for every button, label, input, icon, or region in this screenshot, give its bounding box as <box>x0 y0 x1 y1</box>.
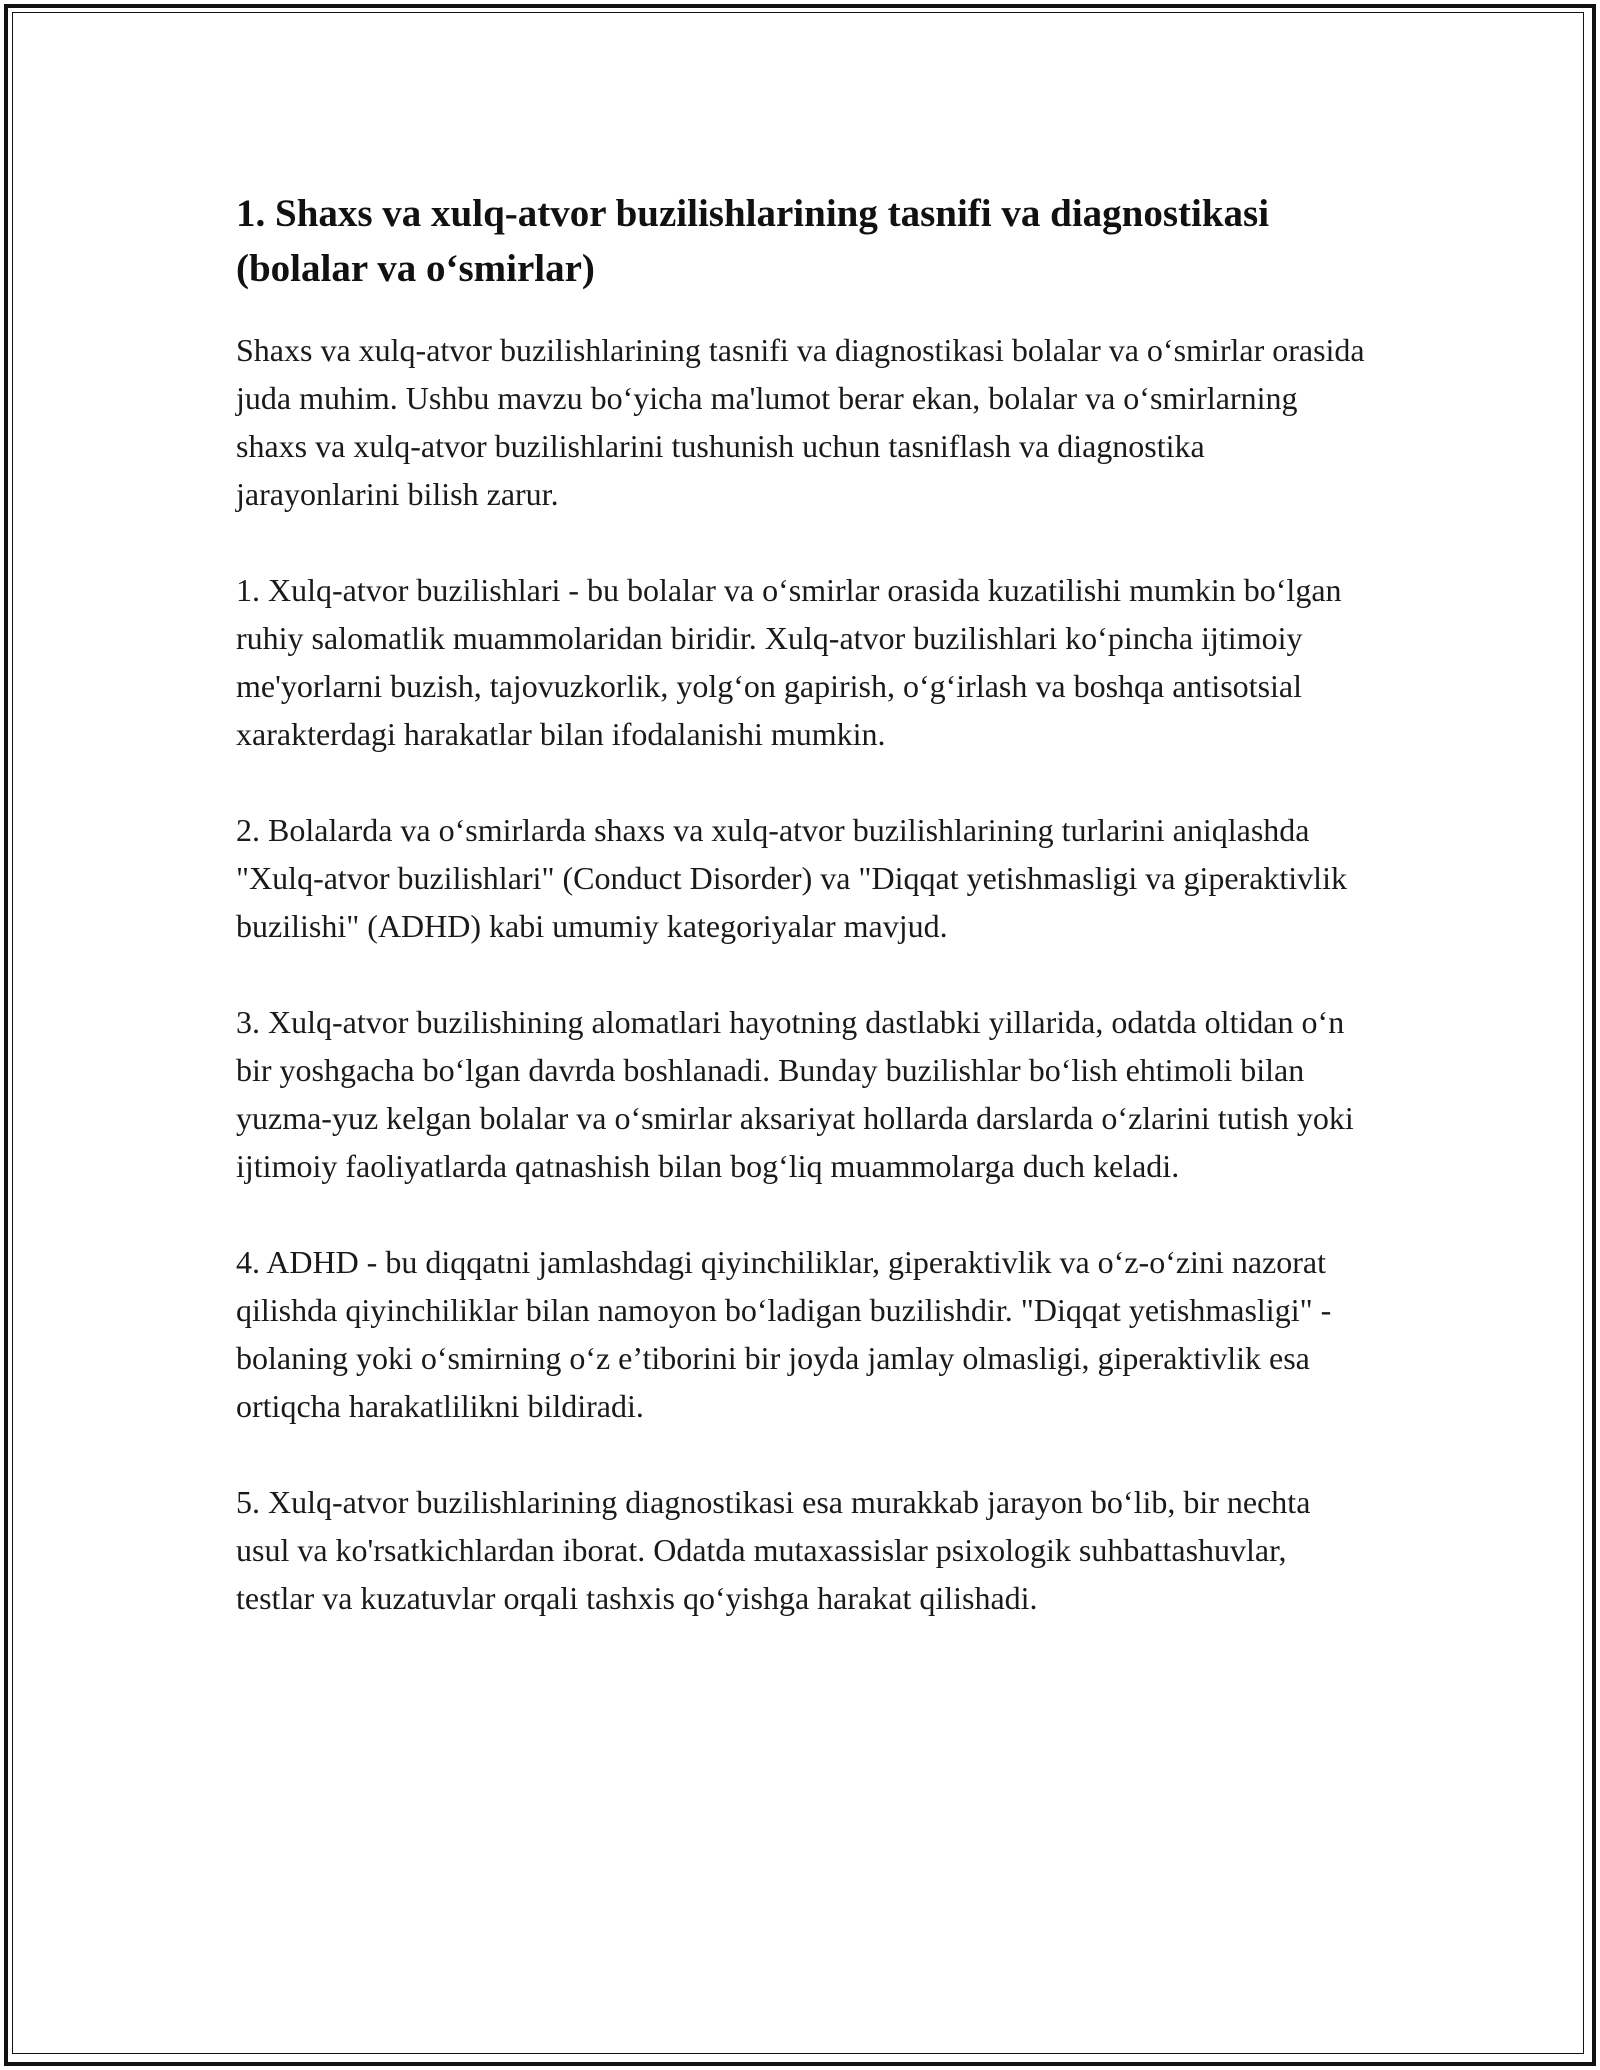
paragraph-item-5: 5. Xulq-atvor buzilishlarining diagnostikasi esa murakkab jarayon bo‘lib, bir nechta usul va ko'rsatkichlardan iborat. Odatda mutaxassislar psixologik suhbattashuvlar, testlar va kuzatuvlar orqali tashxis qo‘yishga harakat qilishadi. <box>236 1484 1311 1616</box>
document-title: 1. Shaxs va xulq-atvor buzilishlarining tasnifi va diagnostikasi (bolalar va o‘smirlar) <box>236 192 1270 290</box>
paragraph-item-4: 4. ADHD - bu diqqatni jamlashdagi qiyinchiliklar, giperaktivlik va o‘z-o‘zini nazorat qilishda qiyinchiliklar bilan namoyon bo‘ladigan buzilishdir. "Diqqat yetishmasligi" - bolaning yoki o‘smirning o‘z e’tiborini bir joyda jamlay olmasligi, giperaktivlik esa ortiqcha harakatlilikni bildiradi. <box>236 1244 1332 1424</box>
paragraph-item-1: 1. Xulq-atvor buzilishlari - bu bolalar va o‘smirlar orasida kuzatilishi mumkin bo‘lgan ruhiy salomatlik muammolaridan biridir. Xulq-atvor buzilishlari ko‘pincha ijtimoiy me'yorlarni buzish, tajovuzkorlik, yolg‘on gapirish, o‘g‘irlash va boshqa antisotsial xarakterdagi harakatlar bilan ifodalanishi mumkin. <box>236 572 1342 752</box>
paragraph-item-3: 3. Xulq-atvor buzilishining alomatlari hayotning dastlabki yillarida, odatda oltidan o‘n bir yoshgacha bo‘lgan davrda boshlanadi. Bunday buzilishlar bo‘lish ehtimoli bilan yuzma-yuz kelgan bolalar va o‘smirlar aksariyat hollarda darslarda o‘zlarini tutish yoki ijtimoiy faoliyatlarda qatnashish bilan bog‘liq muammolarga duch keladi. <box>236 1004 1354 1184</box>
intro-paragraph: Shaxs va xulq-atvor buzilishlarining tasnifi va diagnostikasi bolalar va o‘smirlar orasida juda muhim. Ushbu mavzu bo‘yicha ma'lumot berar ekan, bolalar va o‘smirlarning shaxs va xulq-atvor buzilishlarini tushunish uchun tasniflash va diagnostika jarayonlarini bilish zarur. <box>236 332 1365 512</box>
document-page <box>236 186 1366 1670</box>
paragraph-item-2: 2. Bolalarda va o‘smirlarda shaxs va xulq-atvor buzilishlarining turlarini aniqlashda "Xulq-atvor buzilishlari" (Conduct Disorder) va "Diqqat yetishmasligi va giperaktivlik buzilishi" (ADHD) kabi umumiy kategoriyalar mavjud. <box>236 812 1347 944</box>
